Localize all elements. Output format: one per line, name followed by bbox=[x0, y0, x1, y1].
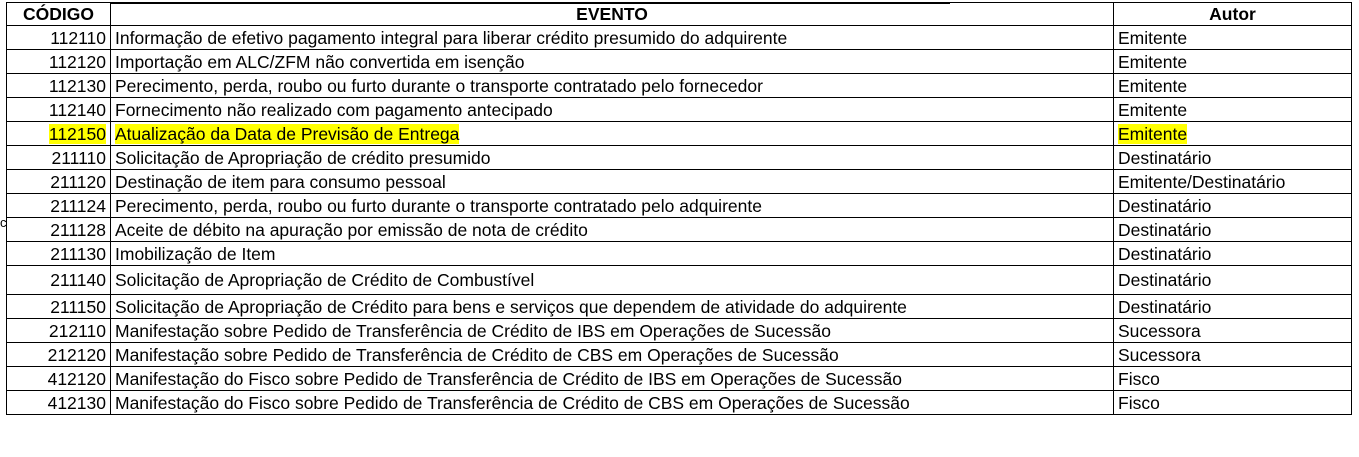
evento-text: Perecimento, perda, roubo ou furto durante o transporte contratado pelo adquirente bbox=[115, 195, 762, 216]
cell-codigo bbox=[7, 343, 111, 367]
cell-evento bbox=[111, 343, 1114, 367]
autor-text: Destinatário bbox=[1118, 270, 1212, 290]
evento-text: Solicitação de Apropriação de Crédito para bens e serviços que dependem de atividade do adquirente bbox=[115, 296, 907, 317]
autor-text: Destinatário bbox=[1118, 243, 1212, 264]
autor-text: Emitente bbox=[1118, 27, 1188, 48]
codigo-text: 211150 bbox=[50, 296, 106, 317]
table-row bbox=[7, 122, 1352, 146]
codigo-text: 412120 bbox=[47, 368, 106, 389]
evento-text: Imobilização de Item bbox=[115, 243, 276, 264]
table-header-row bbox=[7, 3, 1352, 26]
cell-evento bbox=[111, 74, 1114, 98]
autor-text: Emitente bbox=[1118, 123, 1188, 144]
codigo-text: 112130 bbox=[48, 75, 106, 96]
codigo-text: 211140 bbox=[50, 270, 106, 290]
evento-text: Informação de efetivo pagamento integral para liberar crédito presumido do adquirente bbox=[115, 27, 788, 48]
evento-text: Solicitação de Apropriação de Crédito de Combustível bbox=[115, 270, 535, 290]
cell-codigo bbox=[7, 218, 111, 242]
column-header-evento: EVENTO bbox=[111, 3, 1114, 26]
table-row bbox=[7, 319, 1352, 343]
cell-autor bbox=[1114, 391, 1352, 415]
autor-text: Destinatário bbox=[1118, 147, 1212, 168]
cell-autor bbox=[1114, 146, 1352, 170]
cell-evento bbox=[111, 319, 1114, 343]
cell-evento bbox=[111, 122, 1114, 146]
table-row bbox=[7, 146, 1352, 170]
evento-text: Manifestação sobre Pedido de Transferência de Crédito de CBS em Operações de Sucessão bbox=[115, 344, 839, 365]
codigo-text: 211124 bbox=[50, 195, 106, 216]
autor-text: Destinatário bbox=[1118, 219, 1212, 240]
cell-codigo bbox=[7, 170, 111, 194]
cell-codigo bbox=[7, 74, 111, 98]
table-row bbox=[7, 26, 1352, 50]
codigo-text: 412130 bbox=[47, 392, 106, 413]
cell-autor bbox=[1114, 242, 1352, 266]
cell-autor bbox=[1114, 367, 1352, 391]
codigo-text: 212110 bbox=[48, 320, 106, 341]
autor-text: Sucessora bbox=[1118, 344, 1201, 365]
table-row bbox=[7, 242, 1352, 266]
autor-text: Emitente bbox=[1118, 51, 1188, 72]
evento-text: Destinação de item para consumo pessoal bbox=[115, 171, 446, 192]
cell-autor bbox=[1114, 170, 1352, 194]
evento-text: Fornecimento não realizado com pagamento antecipado bbox=[115, 99, 553, 120]
top-rule-decoration bbox=[110, 2, 950, 4]
autor-text: Emitente/Destinatário bbox=[1118, 171, 1286, 192]
cell-codigo bbox=[7, 295, 111, 319]
table-row bbox=[7, 218, 1352, 242]
cell-autor bbox=[1114, 122, 1352, 146]
cell-autor bbox=[1114, 266, 1352, 295]
table-row bbox=[7, 98, 1352, 122]
table-header bbox=[7, 3, 1352, 26]
table-row bbox=[7, 74, 1352, 98]
codigo-text: 112110 bbox=[50, 27, 106, 48]
codigo-text: 211128 bbox=[50, 219, 106, 240]
cell-codigo bbox=[7, 367, 111, 391]
evento-text: Manifestação do Fisco sobre Pedido de Transferência de Crédito de CBS em Operações de Sucessão bbox=[115, 392, 910, 413]
cell-codigo bbox=[7, 98, 111, 122]
evento-text: Importação em ALC/ZFM não convertida em isenção bbox=[115, 51, 525, 72]
cell-codigo bbox=[7, 26, 111, 50]
cell-autor bbox=[1114, 26, 1352, 50]
cell-autor bbox=[1114, 218, 1352, 242]
codigo-text: 112120 bbox=[48, 51, 106, 72]
cell-evento bbox=[111, 26, 1114, 50]
cell-evento bbox=[111, 242, 1114, 266]
cell-autor bbox=[1114, 343, 1352, 367]
cell-evento bbox=[111, 50, 1114, 74]
table-row bbox=[7, 367, 1352, 391]
document-sheet bbox=[0, 2, 1359, 457]
table-row bbox=[7, 391, 1352, 415]
cell-autor bbox=[1114, 98, 1352, 122]
cell-autor bbox=[1114, 295, 1352, 319]
codigo-text: 211120 bbox=[50, 171, 106, 192]
cell-codigo bbox=[7, 194, 111, 218]
cell-autor bbox=[1114, 50, 1352, 74]
cell-evento bbox=[111, 170, 1114, 194]
cell-autor bbox=[1114, 74, 1352, 98]
cell-evento bbox=[111, 391, 1114, 415]
evento-text: Manifestação sobre Pedido de Transferência de Crédito de IBS em Operações de Sucessão bbox=[115, 320, 831, 341]
cell-evento bbox=[111, 98, 1114, 122]
evento-text: Manifestação do Fisco sobre Pedido de Transferência de Crédito de IBS em Operações de Sucessão bbox=[115, 368, 902, 389]
codigo-text: 211110 bbox=[51, 147, 106, 168]
column-header-autor: Autor bbox=[1114, 3, 1352, 26]
cell-codigo bbox=[7, 50, 111, 74]
cell-codigo bbox=[7, 391, 111, 415]
cell-codigo bbox=[7, 146, 111, 170]
autor-text: Emitente bbox=[1118, 99, 1188, 120]
cell-evento bbox=[111, 194, 1114, 218]
table-row bbox=[7, 170, 1352, 194]
table-row bbox=[7, 194, 1352, 218]
evento-text: Atualização da Data de Previsão de Entrega bbox=[115, 123, 460, 144]
evento-text: Aceite de débito na apuração por emissão de nota de crédito bbox=[115, 219, 588, 240]
table-row bbox=[7, 343, 1352, 367]
cell-evento bbox=[111, 295, 1114, 319]
codigo-text: 211130 bbox=[50, 243, 106, 264]
cell-evento bbox=[111, 218, 1114, 242]
autor-text: Fisco bbox=[1118, 392, 1160, 413]
autor-text: Sucessora bbox=[1118, 320, 1201, 341]
evento-text: Perecimento, perda, roubo ou furto durante o transporte contratado pelo fornecedor bbox=[115, 75, 763, 96]
cell-codigo bbox=[7, 122, 111, 146]
table-row bbox=[7, 266, 1352, 295]
table-row bbox=[7, 50, 1352, 74]
cell-evento bbox=[111, 266, 1114, 295]
left-margin-marker: c bbox=[0, 215, 7, 230]
codigo-text: 212120 bbox=[47, 344, 106, 365]
autor-text: Destinatário bbox=[1118, 195, 1212, 216]
cell-autor bbox=[1114, 194, 1352, 218]
autor-text: Fisco bbox=[1118, 368, 1160, 389]
evento-text: Solicitação de Apropriação de crédito presumido bbox=[115, 147, 491, 168]
codigo-text: 112140 bbox=[48, 99, 106, 120]
cell-codigo bbox=[7, 319, 111, 343]
cell-codigo bbox=[7, 266, 111, 295]
cell-autor bbox=[1114, 319, 1352, 343]
autor-text: Destinatário bbox=[1118, 296, 1212, 317]
autor-text: Emitente bbox=[1118, 75, 1188, 96]
cell-evento bbox=[111, 146, 1114, 170]
cell-codigo bbox=[7, 242, 111, 266]
cell-evento bbox=[111, 367, 1114, 391]
column-header-codigo: CÓDIGO bbox=[7, 3, 111, 26]
table-body bbox=[7, 26, 1352, 415]
table-row bbox=[7, 295, 1352, 319]
events-table bbox=[6, 2, 1352, 415]
codigo-text: 112150 bbox=[48, 123, 106, 144]
